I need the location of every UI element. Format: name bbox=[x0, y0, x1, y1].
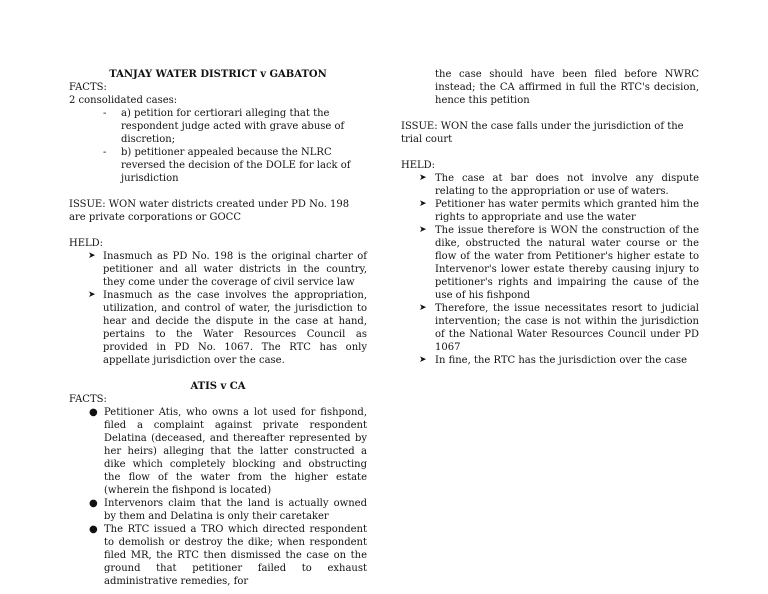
case2-issue: ISSUE: WON the case falls under the jurisdiction of the trial court bbox=[401, 121, 684, 145]
case2-held-list bbox=[401, 172, 699, 367]
case2-facts-list bbox=[69, 406, 367, 588]
list-item bbox=[401, 302, 699, 354]
dash-marker: - bbox=[103, 147, 107, 158]
list-item-text: Therefore, the issue necessitates resort to judicial intervention; the case is not within the jurisdiction of the National Water Resources Council under PD 1067 bbox=[435, 303, 699, 353]
bullet-icon: ● bbox=[89, 407, 98, 418]
list-item bbox=[401, 224, 699, 302]
bullet-icon: ● bbox=[89, 524, 98, 535]
arrow-bullet-icon: ➤ bbox=[419, 355, 427, 365]
left-column bbox=[69, 68, 367, 588]
list-item-text: Inasmuch as PD No. 198 is the original charter of petitioner and all water districts in the country, they come under the coverage of civil service law bbox=[103, 251, 367, 288]
case2-facts-continued: the case should have been filed before NWRC instead; the CA affirmed in full the RTC's decision, hence this petition bbox=[435, 69, 699, 106]
list-item-text: Intervenors claim that the land is actually owned by them and Delatina is only their caretaker bbox=[104, 498, 367, 522]
case1-facts-intro: 2 consolidated cases: bbox=[69, 95, 178, 106]
list-item-text: Inasmuch as the case involves the appropriation, utilization, and control of water, the jurisdiction to hear and decide the dispute in the case at hand, pertains to the Water Resources Council as provided in PD No. 1067. The RTC has only appellate jurisdiction over the case. bbox=[103, 290, 367, 366]
arrow-bullet-icon: ➤ bbox=[88, 290, 96, 300]
arrow-bullet-icon: ➤ bbox=[419, 173, 427, 183]
arrow-bullet-icon: ➤ bbox=[419, 303, 427, 313]
case1-held-label: HELD: bbox=[69, 238, 104, 249]
case1-facts-label: FACTS: bbox=[69, 82, 107, 93]
list-item-text: In fine, the RTC has the jurisdiction over the case bbox=[435, 355, 688, 366]
list-item-text: a) petition for certiorari alleging that the respondent judge acted with grave abuse of discretion; bbox=[121, 108, 345, 145]
list-item-text: The issue therefore is WON the construction of the dike, obstructed the natural water course or the flow of the water from Petitioner's higher estate to Intervenor's lower estate thereby causing injury to petitioner's rights and impairing the cause of the use of his fishpond bbox=[435, 225, 699, 301]
case1-title: TANJAY WATER DISTRICT v GABATON bbox=[109, 69, 327, 80]
arrow-bullet-icon: ➤ bbox=[88, 251, 96, 261]
list-item bbox=[69, 523, 367, 588]
case1-held-list bbox=[69, 250, 367, 367]
bullet-icon: ● bbox=[89, 498, 98, 509]
case2-held-label: HELD: bbox=[401, 160, 436, 171]
list-item bbox=[401, 172, 699, 198]
arrow-bullet-icon: ➤ bbox=[419, 199, 427, 209]
case2-title: ATIS v CA bbox=[190, 381, 246, 392]
case1-issue: ISSUE: WON water districts created under PD No. 198 are private corporations or GOCC bbox=[69, 199, 350, 223]
list-item bbox=[69, 250, 367, 289]
list-item-text: The RTC issued a TRO which directed respondent to demolish or destroy the dike; when respondent filed MR, the RTC then dismissed the case on the ground that petitioner failed to exhaust administrative remedies, for bbox=[104, 524, 367, 587]
list-item bbox=[69, 289, 367, 367]
arrow-bullet-icon: ➤ bbox=[419, 225, 427, 235]
case1-facts-list bbox=[69, 107, 367, 185]
list-item-text: b) petitioner appealed because the NLRC reversed the decision of the DOLE for lack of jurisdiction bbox=[121, 147, 351, 184]
list-item bbox=[401, 354, 699, 367]
right-column bbox=[401, 68, 699, 367]
list-item bbox=[69, 497, 367, 523]
case2-facts-label: FACTS: bbox=[69, 394, 107, 405]
list-item bbox=[69, 406, 367, 497]
list-item bbox=[69, 146, 367, 185]
list-item-text: Petitioner Atis, who owns a lot used for fishpond, filed a complaint against private respondent Delatina (deceased, and thereafter represented by her heirs) alleging that the latter constructed a dike which completely blocking and obstructing the flow of the water from the higher estate (wherein the fishpond is located) bbox=[104, 407, 367, 496]
dash-marker: - bbox=[103, 108, 107, 119]
list-item bbox=[69, 107, 367, 146]
list-item-text: The case at bar does not involve any dispute relating to the appropriation or use of waters. bbox=[435, 173, 699, 197]
list-item-text: Petitioner has water permits which granted him the rights to appropriate and use the water bbox=[435, 199, 699, 223]
list-item bbox=[401, 198, 699, 224]
